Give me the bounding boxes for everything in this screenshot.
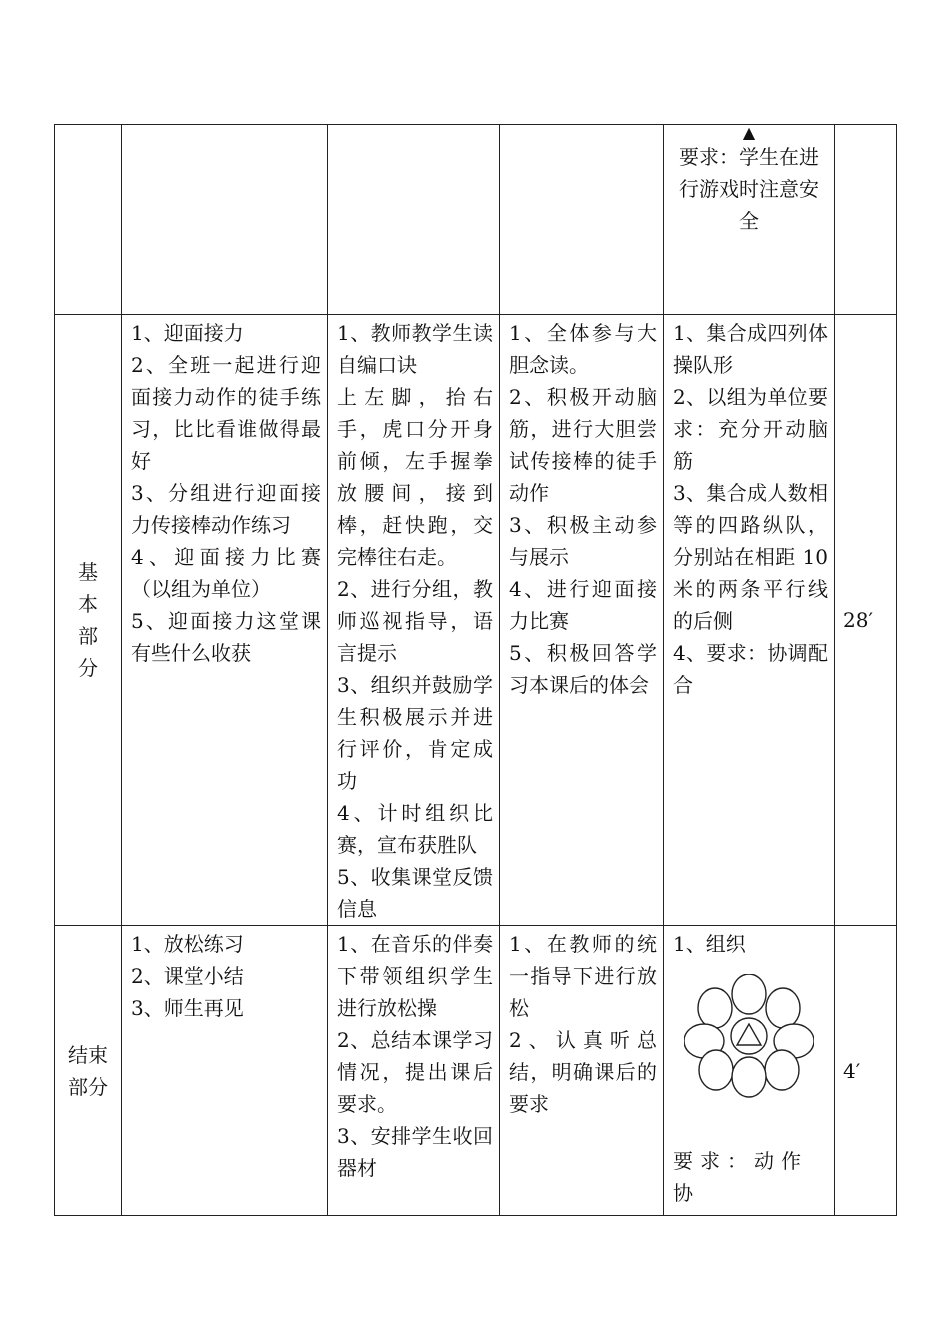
content-cell-basic [122, 315, 328, 926]
student-group-ellipse [732, 974, 766, 1014]
list-item: 2、以组为单位要求：充分开动脑筋 [673, 385, 828, 473]
section-label-basic [55, 315, 122, 926]
list-item: 2、认真听总结，明确课后的要求 [509, 1028, 657, 1116]
student-group-ellipse [766, 988, 800, 1028]
list-item: 5、迎面接力这堂课有些什么收获 [131, 609, 321, 665]
list-item: 上左脚，抬右手，虎口分开身前倾，左手握拳放腰间，接到棒，赶快跑，交完棒往右走。 [337, 385, 493, 569]
student-group-ellipse [699, 1050, 733, 1090]
section-label-text: 结束 部分 [68, 1042, 108, 1099]
list-item: 2、课堂小结 [131, 964, 244, 988]
teacher-cell [328, 125, 500, 315]
list-item: 4、要求：协调配合 [673, 641, 828, 697]
table-row-end-part [55, 926, 897, 1216]
list-item: 1、在教师的统一指导下进行放松 [509, 932, 657, 1020]
teacher-cell-end [328, 926, 500, 1216]
section-label-end [55, 926, 122, 1216]
list-item: 1、在音乐的伴奏下带领组织学生进行放松操 [337, 932, 493, 1020]
list-item: 5、收集课堂反馈信息 [337, 865, 493, 921]
content-cell [122, 125, 328, 315]
table-row-basic-part [55, 315, 897, 926]
content-list [122, 315, 327, 669]
organization-cell-basic [664, 315, 835, 926]
organization-heading: 1、组织 [673, 932, 746, 956]
list-item: 4、计时组织比赛，宣布获胜队 [337, 801, 493, 857]
formation-diagram-icon [684, 974, 814, 1098]
time-cell [835, 125, 897, 315]
list-item: 2、全班一起进行迎面接力动作的徒手练习，比比看谁做得最好 [131, 353, 321, 473]
organization-cell [664, 125, 835, 315]
list-item: 3、分组进行迎面接力传接棒动作练习 [131, 481, 321, 537]
list-item: 3、安排学生收回器材 [337, 1124, 493, 1180]
student-cell [500, 125, 664, 315]
teacher-activity-list [328, 315, 499, 925]
list-item: 3、师生再见 [131, 996, 244, 1020]
content-list [122, 926, 327, 1024]
list-item: 2、进行分组，教师巡视指导，语言提示 [337, 577, 493, 665]
student-cell-end [500, 926, 664, 1216]
student-group-ellipse [698, 988, 732, 1028]
list-item: 1、集合成四列体操队形 [673, 321, 828, 377]
list-item: 3、积极主动参与展示 [509, 513, 657, 569]
requirement-text: 要求：动作协 [673, 1149, 808, 1205]
table-row-continuation [55, 125, 897, 315]
list-item: 1、教师教学生读自编口诀 [337, 321, 493, 377]
section-cell [55, 125, 122, 315]
list-item: 2、积极开动脑筋，进行大胆尝试传接棒的徒手动作 [509, 385, 657, 505]
time-allocation-basic: 28′ [835, 315, 897, 926]
time-allocation-end: 4′ [835, 926, 897, 1216]
list-item: 3、集合成人数相等的四路纵队，分别站在相距 10 米的两条平行线的后侧 [673, 481, 828, 633]
section-label-text: 基 本 部 分 [78, 560, 98, 680]
student-group-ellipse [765, 1050, 799, 1090]
list-item: 4、迎面接力比赛（以组为单位） [131, 545, 321, 601]
list-item: 1、迎面接力 [131, 321, 244, 345]
content-cell-end [122, 926, 328, 1216]
list-item: 5、积极回答学习本课后的体会 [509, 641, 657, 697]
organization-list [664, 315, 834, 701]
list-item: 3、组织并鼓励学生积极展示并进行评价，肯定成功 [337, 673, 493, 793]
lesson-plan-table [54, 124, 897, 1216]
student-group-ellipse [732, 1057, 766, 1097]
teacher-position-marker-icon: ▲ [742, 123, 756, 142]
list-item: 1、放松练习 [131, 932, 244, 956]
list-item: 4、进行迎面接力比赛 [509, 577, 657, 633]
student-activity-list [500, 926, 663, 1120]
student-cell-basic [500, 315, 664, 926]
organization-cell-end [664, 926, 835, 1216]
list-item: 2、总结本课学习情况，提出课后要求。 [337, 1028, 493, 1116]
safety-requirement: 要求：学生在进行游戏时注意安全 [679, 145, 819, 233]
student-activity-list [500, 315, 663, 701]
teacher-activity-list [328, 926, 499, 1184]
end-requirement [673, 1145, 828, 1209]
list-item: 1、全体参与大胆念读。 [509, 321, 657, 377]
teacher-cell-basic [328, 315, 500, 926]
